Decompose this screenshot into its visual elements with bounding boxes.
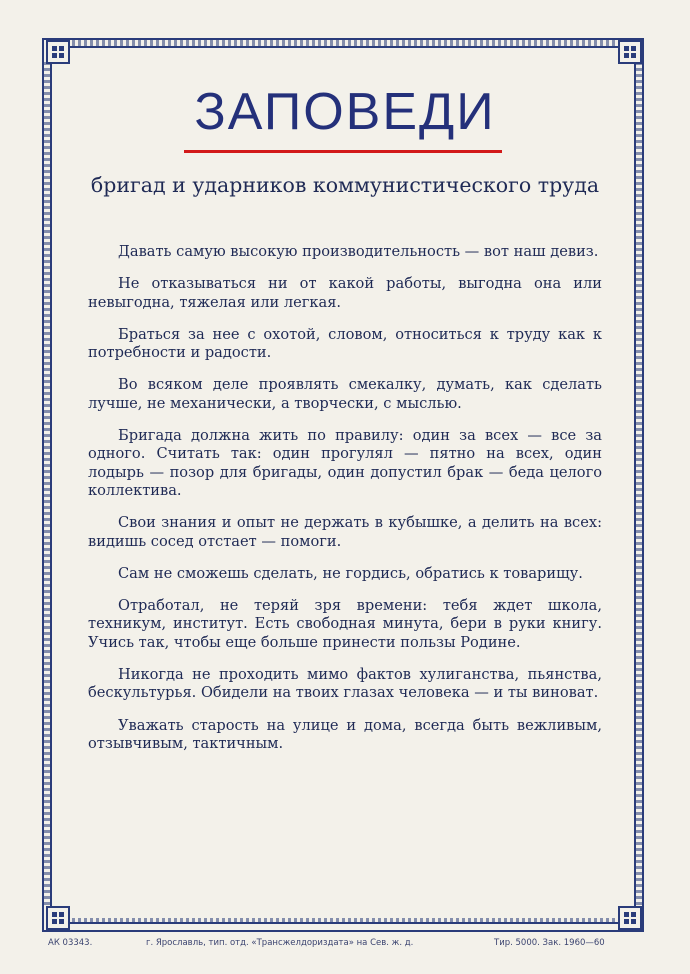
corner-ornament-icon — [46, 40, 70, 64]
commandments-list — [88, 243, 602, 767]
commandment-paragraph: Браться за нее с охотой, словом, относиться к труду как к потребности и радости. — [88, 325, 602, 362]
corner-ornament-icon — [618, 40, 642, 64]
corner-ornament-icon — [618, 906, 642, 930]
title-underline — [184, 150, 502, 153]
imprint-printer: г. Ярославль, тип. отд. «Трансжелдориздата» на Сев. ж. д. — [146, 938, 414, 948]
border-rope-bottom — [66, 918, 622, 924]
corner-ornament-icon — [46, 906, 70, 930]
commandment-paragraph: Сам не сможешь сделать, не гордись, обратись к товарищу. — [118, 564, 583, 582]
page-subtitle: бригад и ударников коммунистического труда — [90, 173, 600, 197]
border-rope-top — [66, 40, 622, 46]
commandment-paragraph: Отработал, не теряй зря времени: тебя ждет школа, техникум, институт. Есть свободная минута, бери в руки книгу. Учись так, чтобы еще больше принести пользы Родине. — [88, 597, 602, 651]
commandment-paragraph: Бригада должна жить по правилу: один за всех — все за одного. Считать так: один прогулял — пятно на всех, один лодырь — позор для бригады, один допустил брак — беда целого коллектива. — [88, 427, 602, 499]
commandment-paragraph: Свои знания и опыт не держать в кубышке, а делить на всех: видишь сосед отстает — помоги. — [88, 514, 602, 550]
commandment-paragraph: Во всяком деле проявлять смекалку, думать, как сделать лучше, не механически, а творчески, с мыслью. — [88, 376, 602, 412]
commandment-paragraph: Никогда не проходить мимо фактов хулиганства, пьянства, бескультурья. Обидели на твоих глазах человека — и ты виноват. — [88, 666, 602, 702]
border-rope-left — [44, 62, 50, 908]
imprint-run: Тир. 5000. Зак. 1960—60 — [494, 938, 605, 948]
border-rope-right — [636, 62, 642, 908]
imprint-code: АК 03343. — [48, 938, 93, 948]
page-title: ЗАПОВЕДИ — [194, 83, 496, 141]
commandment-paragraph: Давать самую высокую производительность — вот наш девиз. — [118, 243, 599, 260]
commandment-paragraph: Уважать старость на улице и дома, всегда быть вежливым, отзывчивым, тактичным. — [88, 716, 602, 752]
commandment-paragraph: Не отказываться ни от какой работы, выгодна она или невыгодна, тяжелая или легкая. — [88, 275, 602, 311]
